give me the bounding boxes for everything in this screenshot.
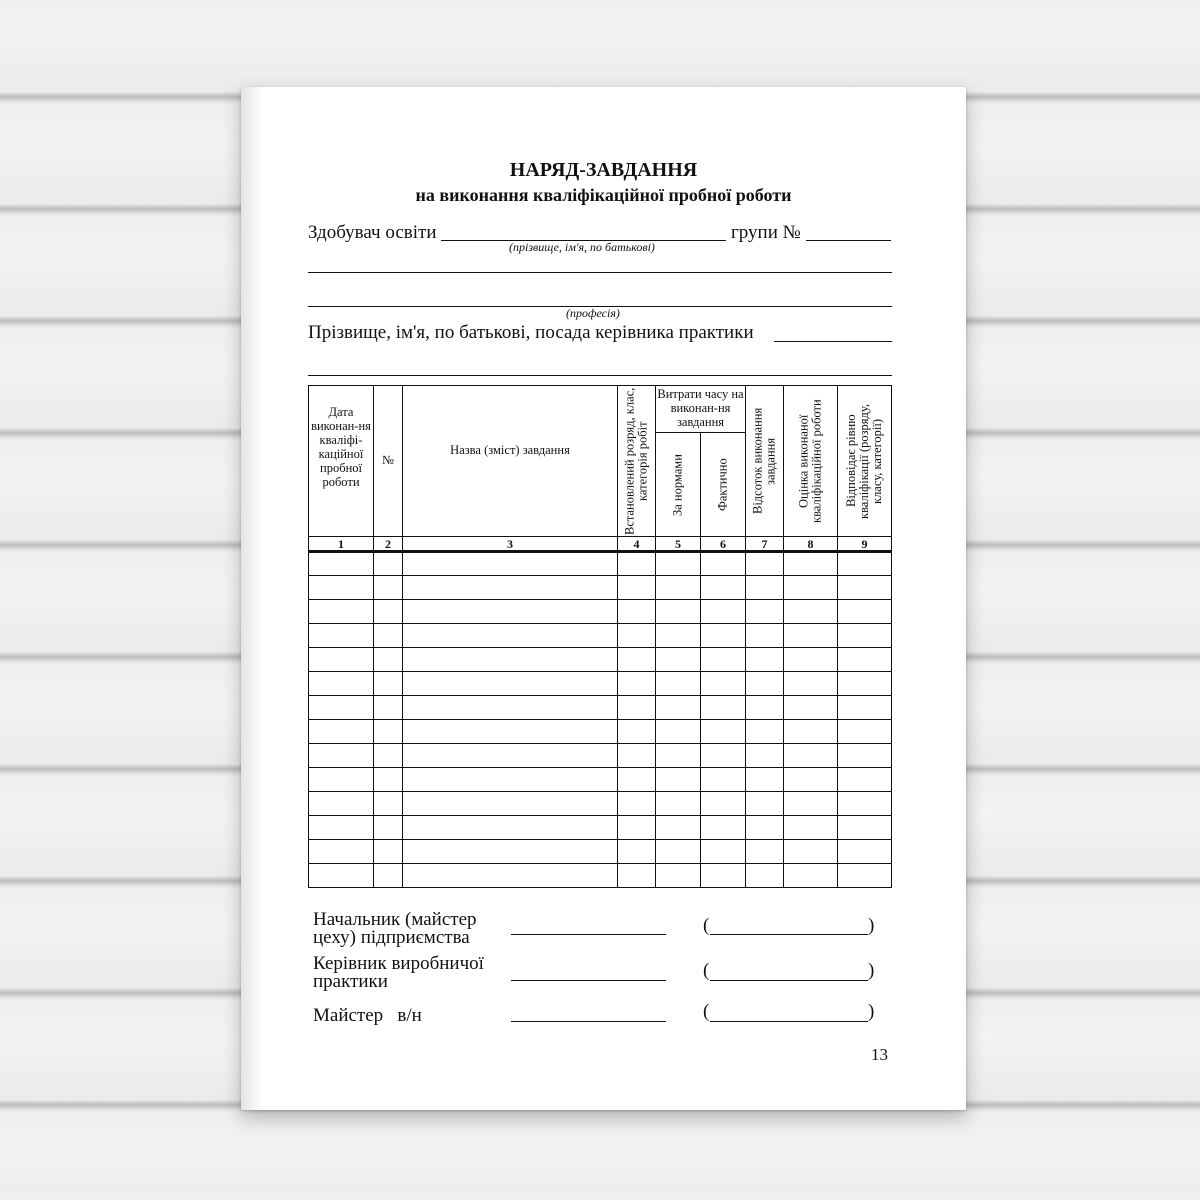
signature-field-chief[interactable] [511,934,666,935]
table-row[interactable] [308,599,892,600]
header-rank: Встановлений розряд, клас, категорія робіт [622,387,650,535]
group-label: групи № [731,222,801,243]
table-row[interactable] [308,695,892,696]
col-number: 7 [761,537,768,551]
table-row[interactable] [308,575,892,576]
supervisor-field[interactable] [774,341,892,342]
profession-hint: (професія) [566,306,620,320]
group-number-field[interactable] [806,240,891,241]
open-paren: ( [703,915,710,936]
table-row[interactable] [308,623,892,624]
header-time-actual: Фактично [715,458,730,512]
page-number: 13 [871,1045,888,1064]
signature-label-line: Майстер в/н [313,1005,422,1026]
col-number: 8 [807,537,814,551]
signature-field-master[interactable] [511,1021,666,1022]
table-row[interactable] [308,767,892,768]
header-date: Дата виконан-ня кваліфі-каційної пробної роботи [311,405,371,489]
signature-field-supervisor[interactable] [511,980,666,981]
table-border-top [308,385,892,386]
table-row[interactable] [308,863,892,864]
col-number: 4 [633,537,640,551]
table-row[interactable] [308,791,892,792]
signature-label-line: практики [313,971,388,992]
supervisor-continued-field[interactable] [308,375,892,376]
table-row[interactable] [308,719,892,720]
header-number: № [382,453,394,467]
document-page [241,87,966,1110]
table-row[interactable] [308,647,892,648]
name-field-master[interactable] [710,1021,868,1022]
table-border-right [891,385,892,888]
table-row[interactable] [308,743,892,744]
col-number: 3 [507,537,513,551]
student-hint: (прізвище, ім'я, по батькові) [509,240,655,254]
header-grade: Оцінка виконаної кваліфікаційної роботи [796,399,824,523]
header-time-group: Витрати часу на виконан-ня завдання [657,387,744,429]
signature-label-master [313,1007,422,1025]
student-label: Здобувач освіти [308,222,437,243]
document-title: НАРЯД-ЗАВДАННЯ [509,159,698,181]
signature-label-line: Начальник (майстер [313,909,477,930]
signature-label-chief [313,911,477,947]
open-paren: ( [703,960,710,981]
col-number: 5 [675,537,681,551]
signature-label-supervisor [313,955,484,991]
name-field-chief[interactable] [710,934,868,935]
document-subtitle: на виконання кваліфікаційної пробної роботи [415,185,792,205]
close-paren: ) [868,960,875,981]
header-task-name: Назва (зміст) завдання [450,443,570,457]
task-table [308,385,892,888]
close-paren: ) [868,1001,875,1022]
table-row[interactable] [308,671,892,672]
supervisor-label: Прізвище, ім'я, по батькові, посада керівника практики [308,322,754,343]
col-number: 6 [720,537,726,551]
header-percent: Відсоток виконання завдання [750,407,778,515]
name-field-supervisor[interactable] [710,980,868,981]
header-level: Відповідає рівню кваліфікації (розряду, класу, категорії) [844,403,884,519]
table-row[interactable] [308,839,892,840]
col-number: 1 [338,537,344,551]
close-paren: ) [868,915,875,936]
time-group-divider [655,432,745,433]
header-time-norm: За нормами [670,454,685,516]
col-number: 9 [861,537,868,551]
table-row[interactable] [308,815,892,816]
open-paren: ( [703,1001,710,1022]
table-border-bottom [308,887,892,888]
col-sep-2 [402,385,403,888]
signature-label-line: Керівник виробничої [313,953,484,974]
col-number: 2 [385,537,391,551]
signature-label-line: цеху) підприємства [313,927,470,948]
student-name-continued-field[interactable] [308,272,892,273]
